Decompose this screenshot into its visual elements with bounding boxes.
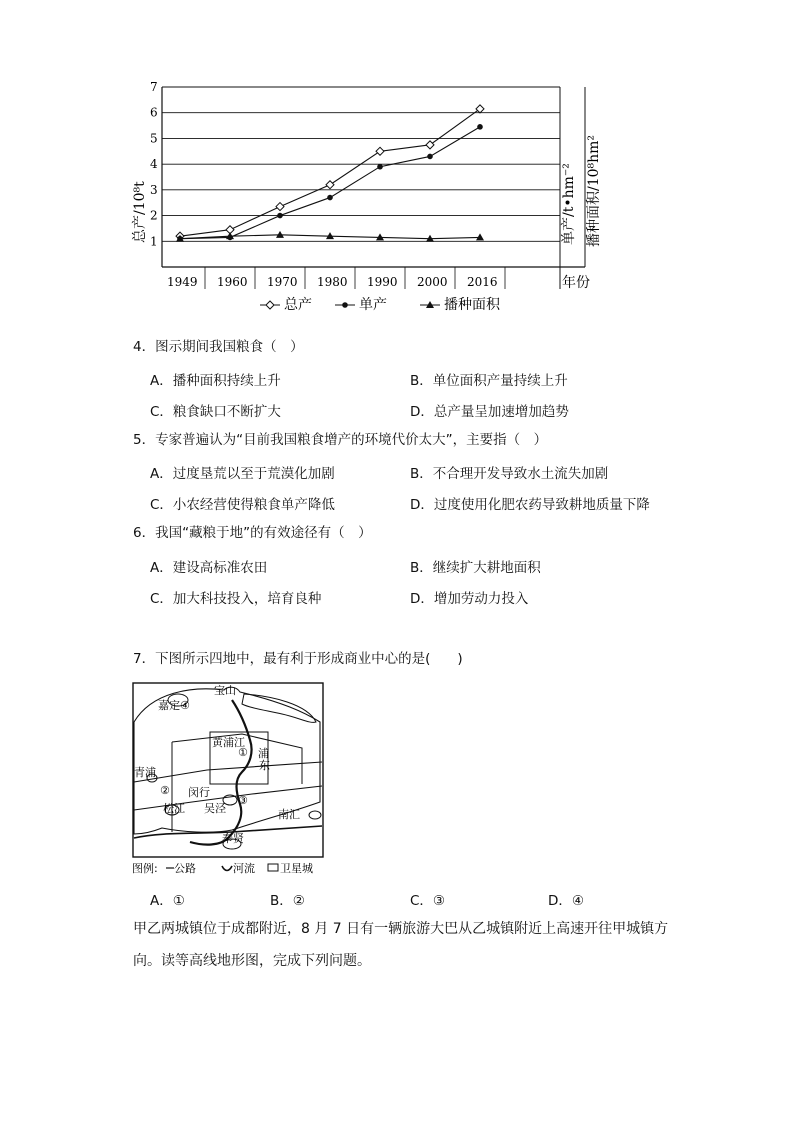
y-axis-label-right-yield: 单产/t•hm⁻² (561, 163, 577, 245)
map-legend-satellite: 卫星城 (280, 862, 313, 875)
legend-marker-diamond (266, 301, 274, 309)
legend-label: 播种面积 (444, 297, 500, 313)
label-dong: 东 (259, 759, 270, 772)
series-line-diamond (180, 109, 480, 236)
question-6-option-c: C．加大科技投入，培育良种 (150, 591, 322, 607)
data-point-triangle (276, 231, 284, 238)
label-jiading: 嘉定④ (158, 699, 190, 712)
x-tick-label: 1970 (267, 275, 298, 289)
question-5-option-d: D．过度使用化肥农药导致耕地质量下降 (410, 497, 650, 513)
label-circle-3: ③ (238, 794, 248, 807)
y-tick-label: 4 (150, 157, 158, 172)
y-tick-label: 5 (150, 131, 158, 146)
question-4-stem: 4．图示期间我国粮食（ ） (133, 339, 304, 355)
passage-line-1: 甲乙两城镇位于成都附近，8 月 7 日有一辆旅游大巴从乙城镇附近上高速开往甲城镇方 (133, 921, 669, 937)
data-point-diamond (426, 141, 434, 149)
question-5-option-a: A．过度垦荒以至于荒漠化加剧 (150, 466, 335, 482)
legend-label: 单产 (359, 297, 387, 313)
data-point-circle (377, 164, 383, 170)
question-4-option-b: B．单位面积产量持续上升 (410, 373, 568, 389)
legend-river-symbol (222, 866, 232, 871)
question-4-option-c: C．粮食缺口不断扩大 (150, 404, 281, 420)
data-point-diamond (476, 105, 484, 113)
grain-chart (120, 75, 620, 325)
label-circle-1: ① (238, 746, 248, 759)
x-tick-label: 1960 (217, 275, 248, 289)
question-6-option-b: B．继续扩大耕地面积 (410, 560, 541, 576)
data-point-circle (327, 195, 333, 201)
question-6-option-d: D．增加劳动力投入 (410, 591, 529, 607)
y-tick-label: 1 (150, 234, 158, 249)
legend-marker-circle (342, 302, 348, 308)
question-7-option-c: C．③ (410, 893, 446, 909)
data-point-circle (277, 213, 283, 219)
y-tick-label: 2 (150, 208, 158, 223)
x-axis-label: 年份 (562, 275, 590, 291)
label-pu: 浦 (258, 747, 269, 760)
question-5-option-c: C．小农经营使得粮食单产降低 (150, 497, 335, 513)
chart-grid (162, 87, 585, 289)
question-7-option-b: B．② (270, 893, 305, 909)
label-minhang: 闵行 (188, 786, 210, 799)
map-legend-river: 河流 (233, 862, 255, 875)
question-4-option-a: A．播种面积持续上升 (150, 373, 281, 389)
data-point-diamond (276, 203, 284, 211)
question-7-option-d: D．④ (548, 893, 584, 909)
label-fengxian: 奉贤 (222, 832, 244, 845)
question-4-option-d: D．总产量呈加速增加趋势 (410, 404, 569, 420)
question-7-option-a: A．① (150, 893, 185, 909)
legend-label: 总产 (284, 297, 312, 313)
chart-series (176, 105, 484, 242)
x-tick-label: 1949 (167, 275, 198, 289)
question-6-stem: 6．我国“藏粮于地”的有效途径有（ ） (133, 525, 372, 541)
label-wujing: 吴泾 (204, 802, 226, 815)
question-6-option-a: A．建设高标准农田 (150, 560, 268, 576)
label-songjiang: 松江 (163, 802, 185, 815)
question-5-option-b: B．不合理开发导致水土流失加剧 (410, 466, 609, 482)
chart-tick-labels (150, 80, 498, 289)
y-tick-label: 3 (150, 182, 158, 197)
question-5-stem: 5．专家普遍认为“目前我国粮食增产的环境代价太大”，主要指（ ） (133, 432, 548, 448)
data-point-diamond (326, 181, 334, 189)
y-axis-label-right-area: 播种面积/10⁸hm² (586, 134, 602, 247)
label-nanhui: 南汇 (278, 808, 300, 821)
x-tick-label: 2016 (467, 275, 498, 289)
data-point-diamond (376, 147, 384, 155)
y-tick-label: 7 (150, 80, 158, 94)
legend-satellite-symbol (268, 864, 278, 871)
chart-legend (260, 296, 501, 313)
label-qingpu: 青浦 (134, 766, 156, 779)
y-tick-label: 6 (150, 105, 158, 120)
question-7-stem: 7．下图所示四地中，最有利于形成商业中心的是( ) (133, 651, 463, 667)
data-point-circle (427, 154, 433, 160)
data-point-circle (477, 124, 483, 130)
shanghai-map (132, 682, 328, 878)
passage-line-2: 向。读等高线地形图，完成下列问题。 (133, 953, 371, 969)
map-legend-road: 公路 (174, 862, 196, 875)
map-legend-prefix: 图例: (132, 862, 158, 875)
label-huangpujiang: 黄浦江 (212, 736, 245, 749)
x-tick-label: 1990 (367, 275, 398, 289)
x-tick-label: 2000 (417, 275, 448, 289)
label-circle-2: ② (160, 784, 170, 797)
y-axis-label-left: 总产/10⁸t (132, 181, 148, 243)
data-point-triangle (476, 233, 484, 240)
label-baoshan: 宝山 (214, 684, 236, 697)
x-tick-label: 1980 (317, 275, 348, 289)
